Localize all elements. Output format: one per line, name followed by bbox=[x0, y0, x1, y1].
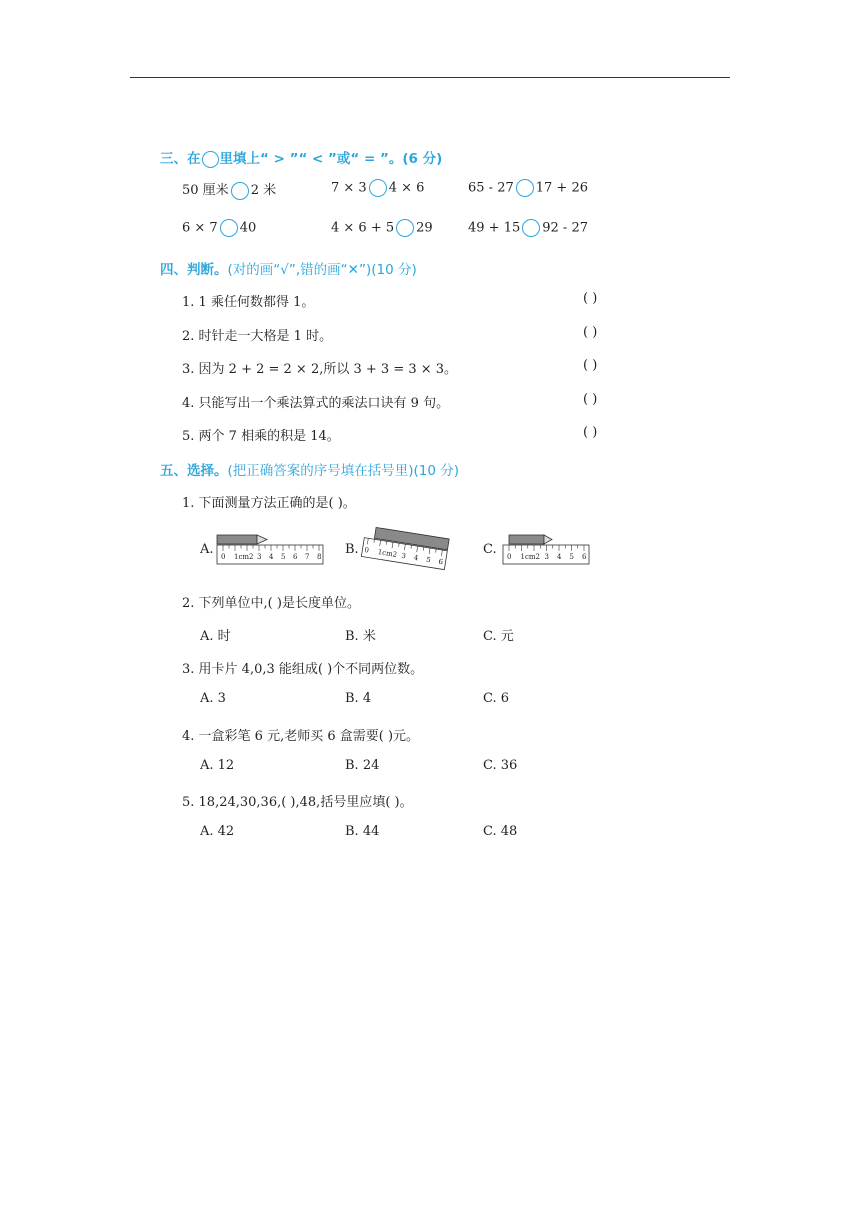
compare-left: 65 - 27 bbox=[468, 180, 514, 196]
ruler-label: 0 bbox=[363, 545, 370, 555]
answer-paren[interactable]: ( ) bbox=[583, 358, 598, 373]
choice-question-5: 5. 18,24,30,36,( ),48,括号里应填( )。 bbox=[182, 795, 413, 810]
option-1b[interactable]: B. bbox=[345, 542, 359, 557]
compare-right: 29 bbox=[416, 220, 433, 236]
ruler-label: 3 bbox=[544, 553, 549, 561]
compare-item-3 bbox=[468, 179, 588, 197]
compare-item-1 bbox=[182, 179, 276, 200]
option-5b[interactable]: B. 44 bbox=[345, 824, 380, 839]
compare-circle[interactable] bbox=[369, 179, 387, 197]
compare-left: 4 × 6 + 5 bbox=[331, 220, 395, 236]
choice-question-1: 1. 下面测量方法正确的是( )。 bbox=[182, 496, 356, 511]
option-1c[interactable]: C. bbox=[483, 542, 497, 557]
option-4a[interactable]: A. 12 bbox=[200, 758, 235, 773]
option-3c[interactable]: C. 6 bbox=[483, 691, 510, 706]
ruler-label: 0 bbox=[221, 553, 226, 561]
ruler-label: 1cm2 bbox=[520, 553, 540, 561]
top-rule bbox=[130, 77, 730, 78]
judge-item-5: 5. 两个 7 相乘的积是 14。 bbox=[182, 429, 340, 444]
ruler-label: 3 bbox=[400, 551, 407, 561]
option-3b[interactable]: B. 4 bbox=[345, 691, 372, 706]
compare-left: 7 × 3 bbox=[331, 180, 367, 196]
ruler-b-illustration bbox=[360, 524, 454, 576]
compare-left: 49 + 15 bbox=[468, 220, 521, 236]
option-3a[interactable]: A. 3 bbox=[200, 691, 226, 706]
ruler-a-illustration bbox=[214, 532, 326, 568]
section-3-title-a: 三、在 bbox=[160, 151, 201, 167]
ruler-label: 6 bbox=[437, 557, 444, 567]
answer-paren[interactable]: ( ) bbox=[583, 291, 598, 306]
ruler-label: 5 bbox=[425, 555, 432, 565]
ruler-label: 5 bbox=[281, 553, 286, 561]
compare-right: 4 × 6 bbox=[388, 180, 425, 196]
choice-question-4: 4. 一盒彩笔 6 元,老师买 6 盒需要( )元。 bbox=[182, 729, 420, 744]
ruler-label: 4 bbox=[269, 553, 274, 561]
compare-circle[interactable] bbox=[231, 182, 249, 200]
compare-item-5 bbox=[331, 219, 433, 237]
option-4c[interactable]: C. 36 bbox=[483, 758, 518, 773]
section-4-note: (对的画“√”,错的画“✕”)(10 分) bbox=[227, 262, 417, 278]
ruler-label: 6 bbox=[293, 553, 298, 561]
option-2b[interactable]: B. 米 bbox=[345, 629, 376, 644]
judge-item-4: 4. 只能写出一个乘法算式的乘法口诀有 9 句。 bbox=[182, 396, 450, 411]
ruler-label: 8 bbox=[317, 553, 322, 561]
compare-circle[interactable] bbox=[396, 219, 414, 237]
ruler-label: 3 bbox=[257, 553, 262, 561]
ruler-label: 5 bbox=[569, 553, 574, 561]
choice-question-3: 3. 用卡片 4,0,3 能组成( )个不同两位数。 bbox=[182, 662, 424, 677]
compare-right: 92 - 27 bbox=[542, 220, 588, 236]
ruler-c-illustration bbox=[500, 532, 592, 568]
section-3-title-b: 里填上“ > ”“ < ”或“ = ”。(6 分) bbox=[219, 151, 443, 167]
compare-circle[interactable] bbox=[522, 219, 540, 237]
compare-right: 2 米 bbox=[250, 183, 277, 198]
section-5-note: (把正确答案的序号填在括号里)(10 分) bbox=[227, 463, 460, 479]
ruler-label: 0 bbox=[507, 553, 512, 561]
section-4-title-text: 四、判断。 bbox=[160, 262, 228, 278]
section-4-title bbox=[160, 258, 417, 278]
option-1a[interactable]: A. bbox=[200, 542, 214, 557]
option-5a[interactable]: A. 42 bbox=[200, 824, 235, 839]
compare-circle[interactable] bbox=[516, 179, 534, 197]
option-4b[interactable]: B. 24 bbox=[345, 758, 380, 773]
ruler-label: 1cm2 bbox=[377, 548, 398, 559]
compare-right: 40 bbox=[239, 220, 257, 236]
compare-item-2 bbox=[331, 179, 424, 197]
section-3-title bbox=[160, 147, 442, 168]
ruler-label: 4 bbox=[413, 553, 419, 563]
ruler-label: 7 bbox=[305, 553, 310, 561]
option-2c[interactable]: C. 元 bbox=[483, 629, 514, 644]
option-2a[interactable]: A. 时 bbox=[200, 629, 231, 644]
judge-item-2: 2. 时针走一大格是 1 时。 bbox=[182, 329, 333, 344]
option-5c[interactable]: C. 48 bbox=[483, 824, 518, 839]
choice-question-2: 2. 下列单位中,( )是长度单位。 bbox=[182, 596, 360, 611]
ruler-label: 1cm2 bbox=[234, 553, 254, 561]
judge-item-1: 1. 1 乘任何数都得 1。 bbox=[182, 295, 315, 310]
compare-left: 50 厘米 bbox=[182, 183, 229, 198]
ruler-label: 6 bbox=[582, 553, 587, 561]
compare-circle[interactable] bbox=[220, 219, 238, 237]
compare-item-6 bbox=[468, 219, 588, 237]
answer-paren[interactable]: ( ) bbox=[583, 425, 598, 440]
judge-item-3: 3. 因为 2 + 2 = 2 × 2,所以 3 + 3 = 3 × 3。 bbox=[182, 362, 458, 377]
circle-icon bbox=[202, 151, 219, 168]
ruler-label: 4 bbox=[557, 553, 562, 561]
compare-left: 6 × 7 bbox=[182, 220, 218, 236]
section-5-title-text: 五、选择。 bbox=[160, 463, 228, 479]
compare-item-4 bbox=[182, 219, 256, 237]
answer-paren[interactable]: ( ) bbox=[583, 325, 598, 340]
section-5-title bbox=[160, 459, 459, 479]
answer-paren[interactable]: ( ) bbox=[583, 392, 598, 407]
compare-right: 17 + 26 bbox=[535, 180, 588, 196]
